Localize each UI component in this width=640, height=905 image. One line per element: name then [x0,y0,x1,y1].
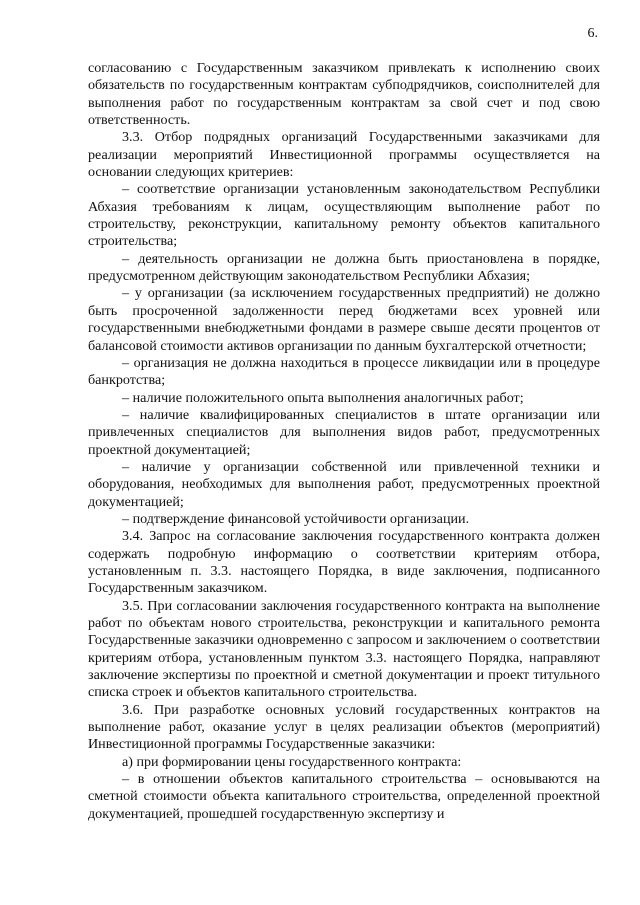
document-body [88,60,600,823]
paragraph-3-3: 3.3. Отбор подрядных организаций Государственными заказчиками для реализации мероприятий Инвестиционной программы осуществляется на основании следующих критериев: [88,129,600,181]
paragraph-3-6: 3.6. При разработке основных условий государственных контрактов на выполнение работ, оказание услуг в целях реализации объектов (мероприятий) Инвестиционной программы Государственные заказчики: [88,701,600,753]
criterion-item: – подтверждение финансовой устойчивости организации. [122,510,470,527]
subparagraph-a: а) при формировании цены государственного контракта: [122,753,462,770]
criterion-item: – у организации (за исключением государственных предприятий) не должно быть просроченной задолженности перед бюджетами всех уровней или государственными внебюджетными фондами в размере свыше десяти процентов от балансовой стоимости активов организации по данным бухгалтерской отчетности; [88,285,600,354]
criterion-item: – наличие квалифицированных специалистов в штате организации или привлеченных специалистов для выполнения видов работ, предусмотренных проектной документацией; [88,406,600,458]
subparagraph-item: – в отношении объектов капитального строительства – основываются на сметной стоимости объекта капитального строительства, определенной проектной документацией, прошедшей государственную экспертизу и [88,771,600,822]
criterion-item: – соответствие организации установленным законодательством Республики Абхазия требованиям к лицам, осуществляющим выполнение работ по строительству, реконструкции, капитальному ремонту объектов капитального строительства; [88,181,600,250]
paragraph-3-5: 3.5. При согласовании заключения государственного контракта на выполнение работ по объектам нового строительства, реконструкции и капитального ремонта Государственные заказчики одновременно с запросом и заключением о соответствии критериям отбора, установленным пунктом 3.3. настоящего Порядка, направляют заключение экспертизы по проектной и сметной документации и проект титульного списка строек и объектов капитального строительства. [88,597,600,701]
page-number: 6. [587,26,598,41]
criterion-item: – деятельность организации не должна быть приостановлена в порядке, предусмотренном действующим законодательством Республики Абхазия; [88,250,600,285]
paragraph-3-4: 3.4. Запрос на согласование заключения государственного контракта должен содержать подробную информацию о соответствии критериям отбора, установленным п. 3.3. настоящего Порядка, в виде заключения, подписанного Государственным заказчиком. [88,528,600,597]
paragraph-continuation: согласованию с Государственным заказчиком привлекать к исполнению своих обязательств по государственным контрактам субподрядчиков, соисполнителей для выполнения работ по государственным контрактам за свой счет и под свою ответственность. [88,60,600,129]
criterion-item: – организация не должна находиться в процессе ликвидации или в процедуре банкротства; [88,354,600,389]
criterion-item: – наличие у организации собственной или привлеченной техники и оборудования, необходимых для выполнения работ, предусмотренных проектной документацией; [88,458,600,510]
criterion-item: – наличие положительного опыта выполнения аналогичных работ; [122,389,524,406]
